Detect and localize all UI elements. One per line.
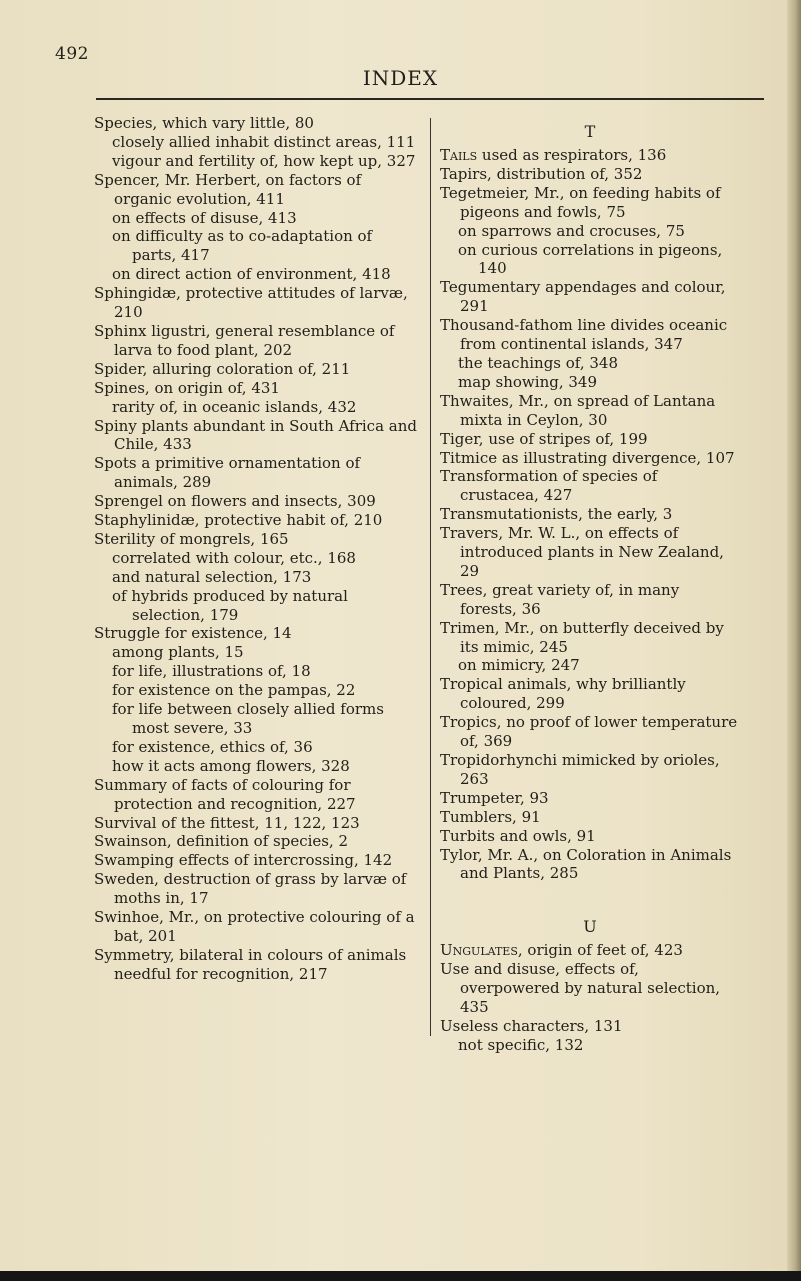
- index-subentry: not specific, 132: [458, 1035, 584, 1054]
- section-u-entries: [440, 941, 740, 1054]
- bottom-edge: [0, 1271, 801, 1281]
- index-entry: Travers, Mr. W. L., on effects of introduced plants in New Zealand, 29: [440, 524, 724, 580]
- index-entry: Thwaites, Mr., on spread of Lantana mixta in Ceylon, 30: [440, 391, 716, 429]
- index-entry: Swamping effects of intercrossing, 142: [94, 851, 393, 870]
- index-entry: Spiny plants abundant in South Africa and Chile, 433: [94, 416, 417, 454]
- header-rule: [96, 98, 764, 100]
- index-entry: Tropics, no proof of lower temperature of, 369: [440, 713, 738, 751]
- index-subentry: on curious correlations in pigeons, 140: [458, 240, 723, 278]
- index-entry: Spots a primitive ornamentation of animals, 289: [94, 454, 361, 492]
- index-subentry: vigour and fertility of, how kept up, 327: [112, 151, 416, 170]
- index-entry: Tropical animals, why brilliantly coloured, 299: [440, 675, 686, 713]
- index-subentry: on direct action of environment, 418: [112, 265, 391, 284]
- entry-lead-word: Tails: [440, 146, 478, 164]
- index-subentry: among plants, 15: [112, 643, 244, 662]
- index-entry: Swainson, definition of species, 2: [94, 832, 349, 851]
- index-subentry: on effects of disuse, 413: [112, 208, 297, 227]
- index-subentry: rarity of, in oceanic islands, 432: [112, 397, 357, 416]
- index-subentry: closely allied inhabit distinct areas, 111: [112, 132, 416, 151]
- index-entry: Tylor, Mr. A., on Coloration in Animals and Plants, 285: [440, 845, 732, 883]
- index-entry: Species, which vary little, 80: [94, 114, 314, 132]
- index-entry: Trumpeter, 93: [440, 788, 549, 807]
- index-subentry: how it acts among flowers, 328: [112, 756, 350, 775]
- index-entry: Tapirs, distribution of, 352: [440, 164, 643, 183]
- index-entry: Staphylinidæ, protective habit of, 210: [94, 511, 383, 530]
- index-entry: Sterility of mongrels, 165: [94, 529, 289, 548]
- section-heading-u: U: [583, 917, 597, 937]
- index-entry: Spines, on origin of, 431: [94, 378, 280, 397]
- index-entry: Tropidorhynchi mimicked by orioles, 263: [440, 751, 720, 788]
- index-entry: Tiger, use of stripes of, 199: [440, 429, 648, 448]
- index-entry: Swinhoe, Mr., on protective colouring of a bat, 201: [94, 908, 415, 945]
- index-entry: Summary of facts of colouring for protection and recognition, 227: [94, 775, 356, 813]
- running-header: INDEX: [362, 66, 439, 90]
- index-subentry: for existence on the pampas, 22: [112, 681, 356, 700]
- index-entry: Tails used as respirators, 136: [440, 146, 667, 164]
- index-entry: Trimen, Mr., on butterfly deceived by its mimic, 245: [440, 618, 724, 656]
- index-entry: Struggle for existence, 14: [94, 624, 292, 643]
- index-subentry: for life between closely allied forms most severe, 33: [112, 700, 384, 737]
- index-entry: Spider, alluring coloration of, 211: [94, 359, 351, 378]
- index-entry: Ungulates, origin of feet of, 423: [440, 941, 683, 960]
- index-entry: Turbits and owls, 91: [440, 826, 596, 845]
- index-subentry: on sparrows and crocuses, 75: [458, 221, 685, 240]
- index-column-right: [440, 114, 740, 1055]
- index-entry: Tegumentary appendages and colour, 291: [440, 278, 726, 316]
- entry-lead-word: Ungulates: [440, 941, 518, 960]
- index-subentry: for existence, ethics of, 36: [112, 737, 313, 756]
- index-entry: Spencer, Mr. Herbert, on factors of organic evolution, 411: [94, 170, 362, 208]
- index-entry: Symmetry, bilateral in colours of animals needful for recognition, 217: [94, 945, 407, 983]
- index-entry: Transmutationists, the early, 3: [440, 505, 673, 524]
- index-entry: Tegetmeier, Mr., on feeding habits of pigeons and fowls, 75: [440, 183, 721, 221]
- index-subentry: map showing, 349: [458, 372, 597, 391]
- index-entry: Survival of the fittest, 11, 122, 123: [94, 813, 360, 832]
- section-t-entries: [440, 146, 740, 883]
- index-subentry: the teachings of, 348: [458, 353, 618, 372]
- page-number: 492: [55, 44, 89, 64]
- section-heading-t: T: [584, 122, 596, 141]
- index-subentry: of hybrids produced by natural selection, 179: [112, 586, 348, 624]
- index-entry: Thousand-fathom line divides oceanic from continental islands, 347: [440, 316, 728, 354]
- index-entry: Sprengel on flowers and insects, 309: [94, 492, 376, 511]
- index-subentry: on difficulty as to co-adaptation of parts, 417: [112, 227, 373, 265]
- index-entry: Sphinx ligustri, general resemblance of larva to food plant, 202: [94, 321, 395, 359]
- index-entry: Sweden, destruction of grass by larvæ of moths in, 17: [94, 870, 407, 908]
- index-entry: Tumblers, 91: [440, 807, 541, 826]
- index-subentry: for life, illustrations of, 18: [112, 662, 311, 681]
- index-subentry: on mimicry, 247: [458, 656, 580, 675]
- column-divider: [430, 118, 431, 1036]
- section-gap: [440, 883, 740, 913]
- index-subentry: correlated with colour, etc., 168: [112, 548, 356, 567]
- index-subentry: and natural selection, 173: [112, 567, 312, 586]
- index-entry: Transformation of species of crustacea, 427: [440, 467, 658, 505]
- index-entry: Sphingidæ, protective attitudes of larvæ, 210: [94, 284, 408, 322]
- index-entry: Useless characters, 131: [440, 1016, 623, 1035]
- index-entry: Trees, great variety of, in many forests, 36: [440, 580, 680, 618]
- index-entry: Titmice as illustrating divergence, 107: [440, 448, 735, 467]
- page-edge: [787, 0, 801, 1281]
- index-column-left: [94, 114, 420, 984]
- index-entry: Use and disuse, effects of, overpowered by natural selection, 435: [440, 960, 721, 1017]
